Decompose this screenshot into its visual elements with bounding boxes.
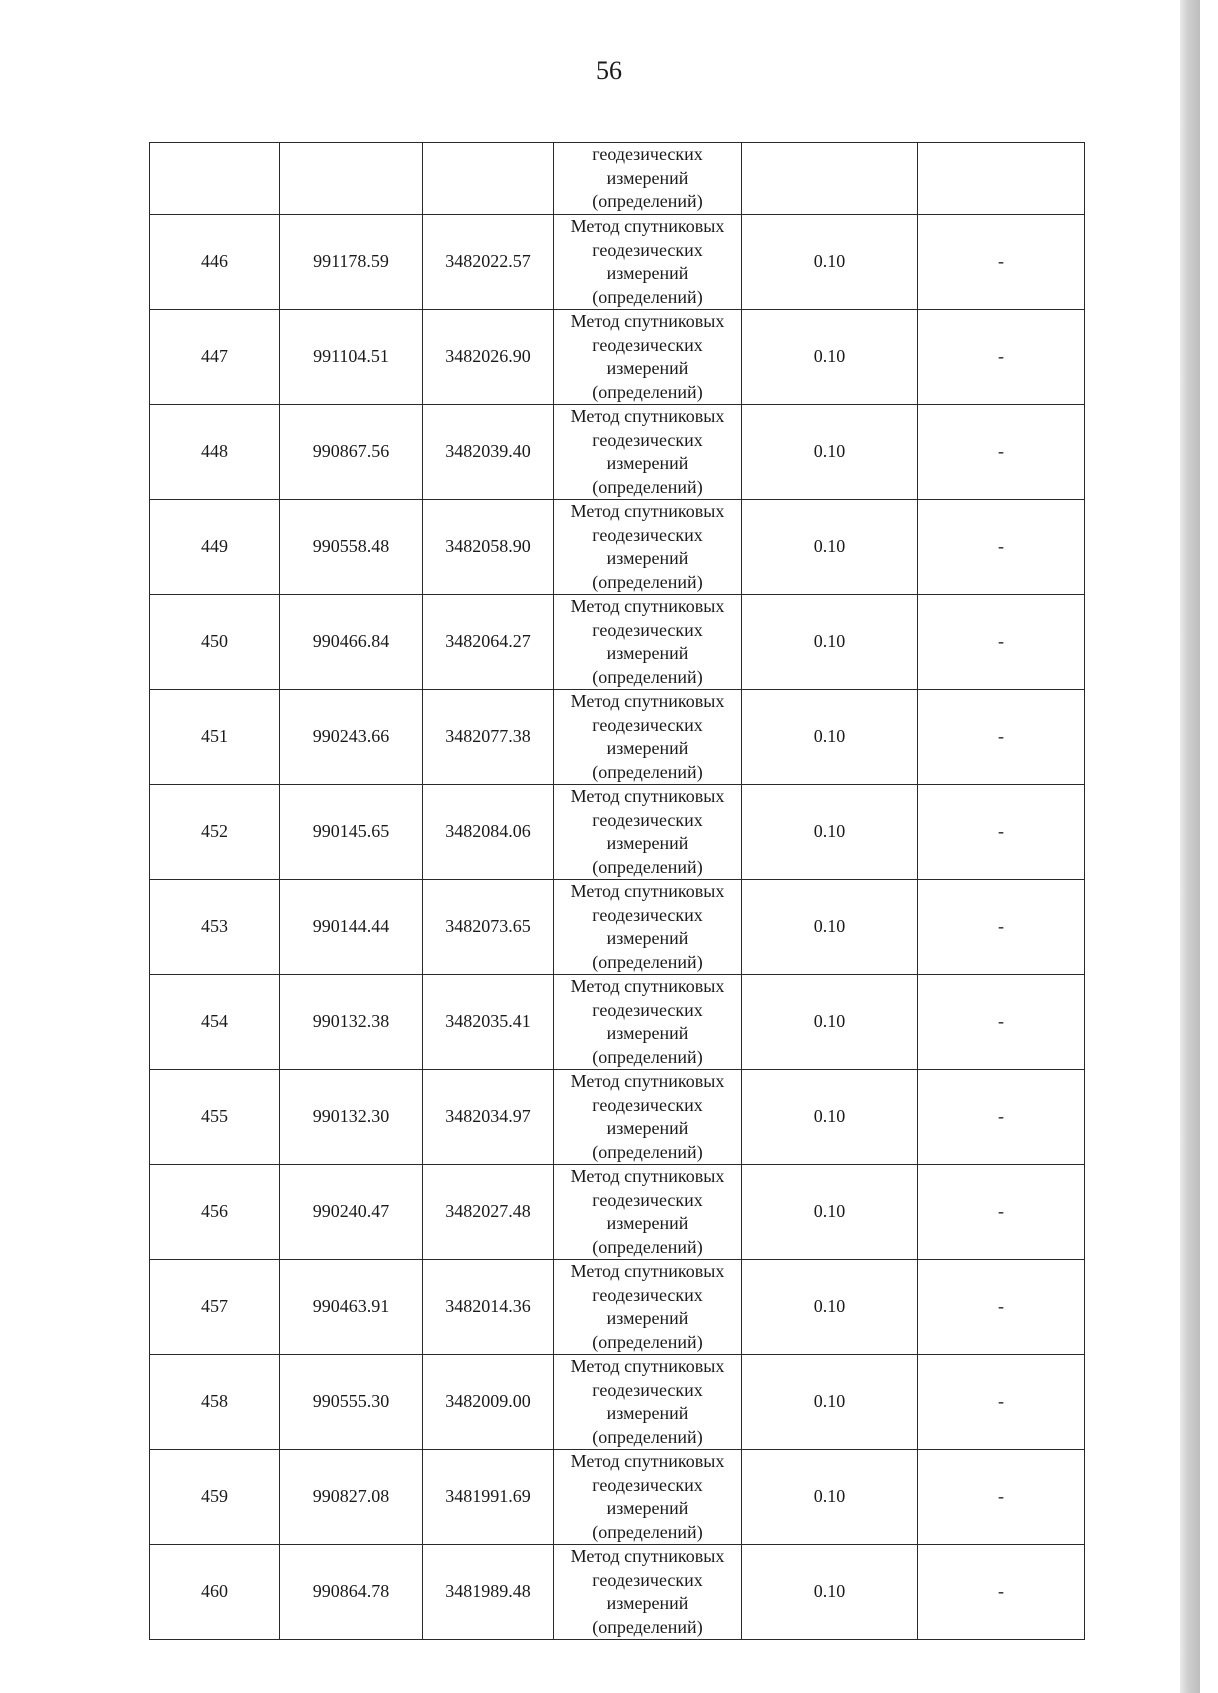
table-row	[150, 1070, 1085, 1165]
cell-note: -	[918, 1260, 1085, 1355]
cell-point-number: 446	[150, 215, 280, 310]
cell-y: 3482034.97	[423, 1070, 554, 1165]
method-line: геодезических	[592, 809, 703, 830]
table-row	[150, 1355, 1085, 1450]
cell-method	[554, 1165, 742, 1260]
cell-x: 990864.78	[280, 1545, 423, 1640]
cell-note: -	[918, 1070, 1085, 1165]
method-line: измерений	[606, 1403, 689, 1423]
cell-point-number: 459	[150, 1450, 280, 1545]
cell-x: 990132.38	[280, 975, 423, 1070]
cell-point-number: 456	[150, 1165, 280, 1260]
cell-point-number: 449	[150, 500, 280, 595]
method-line: геодезических	[592, 1379, 703, 1400]
method-line: (определений)	[592, 761, 703, 782]
coordinates-table-body	[150, 143, 1085, 1640]
table-row	[150, 690, 1085, 785]
cell-accuracy: 0.10	[742, 880, 918, 975]
cell-y: 3482035.41	[423, 975, 554, 1070]
method-line: Метод спутниковых	[570, 976, 725, 996]
cell-x: 991178.59	[280, 215, 423, 310]
cell-accuracy: 0.10	[742, 785, 918, 880]
method-line: Метод спутниковых	[570, 1451, 725, 1471]
method-line: геодезических	[592, 524, 703, 545]
cell-note: -	[918, 405, 1085, 500]
method-line: измерений	[606, 833, 689, 853]
cell-point-number: 457	[150, 1260, 280, 1355]
cell-point-number: 458	[150, 1355, 280, 1450]
method-line: (определений)	[592, 666, 703, 687]
method-line: (определений)	[592, 191, 703, 212]
cell-method	[554, 785, 742, 880]
method-line: измерений	[606, 453, 689, 473]
cell-method	[554, 215, 742, 310]
cell-note: -	[918, 500, 1085, 595]
cell-point-number: 460	[150, 1545, 280, 1640]
method-line: геодезических	[592, 1474, 703, 1495]
cell-point-number: 453	[150, 880, 280, 975]
cell-x: 991104.51	[280, 310, 423, 405]
method-line: Метод спутниковых	[570, 406, 725, 426]
method-line: измерений	[606, 1498, 689, 1518]
table-row	[150, 310, 1085, 405]
table-row-continuation	[150, 143, 1085, 215]
cell-accuracy: 0.10	[742, 215, 918, 310]
cell-method	[554, 1355, 742, 1450]
cell-method	[554, 880, 742, 975]
cell-method	[554, 1070, 742, 1165]
method-line: геодезических	[592, 619, 703, 640]
method-line: Метод спутниковых	[570, 691, 725, 711]
table-row	[150, 1450, 1085, 1545]
cell-point-number: 451	[150, 690, 280, 785]
method-line: геодезических	[592, 144, 703, 165]
cell-y: 3482009.00	[423, 1355, 554, 1450]
cell-accuracy: 0.10	[742, 690, 918, 785]
table-row	[150, 785, 1085, 880]
cell-accuracy: 0.10	[742, 1260, 918, 1355]
table-row	[150, 1545, 1085, 1640]
method-line: измерений	[606, 1023, 689, 1043]
cell-note	[918, 143, 1085, 215]
cell-x: 990132.30	[280, 1070, 423, 1165]
cell-method	[554, 1450, 742, 1545]
method-line: Метод спутниковых	[570, 1356, 725, 1376]
coordinates-table	[149, 142, 1085, 1640]
cell-note: -	[918, 690, 1085, 785]
method-line: (определений)	[592, 381, 703, 402]
method-line: геодезических	[592, 429, 703, 450]
cell-x: 990466.84	[280, 595, 423, 690]
cell-note: -	[918, 1545, 1085, 1640]
cell-y: 3482084.06	[423, 785, 554, 880]
cell-y: 3482073.65	[423, 880, 554, 975]
method-line: Метод спутниковых	[570, 881, 725, 901]
cell-accuracy: 0.10	[742, 975, 918, 1070]
cell-note: -	[918, 595, 1085, 690]
method-line: Метод спутниковых	[570, 596, 725, 616]
cell-x: 990867.56	[280, 405, 423, 500]
method-line: (определений)	[592, 1331, 703, 1352]
cell-x: 990243.66	[280, 690, 423, 785]
method-line: геодезических	[592, 904, 703, 925]
cell-method	[554, 1260, 742, 1355]
coordinates-table-container	[149, 142, 1084, 1637]
cell-accuracy: 0.10	[742, 1070, 918, 1165]
cell-accuracy: 0.10	[742, 310, 918, 405]
cell-accuracy: 0.10	[742, 500, 918, 595]
cell-accuracy: 0.10	[742, 1165, 918, 1260]
cell-x: 990145.65	[280, 785, 423, 880]
cell-y: 3482027.48	[423, 1165, 554, 1260]
method-line: Метод спутниковых	[570, 1546, 725, 1566]
cell-x: 990558.48	[280, 500, 423, 595]
cell-y: 3482077.38	[423, 690, 554, 785]
cell-accuracy: 0.10	[742, 1545, 918, 1640]
cell-point-number	[150, 143, 280, 215]
method-line: геодезических	[592, 1094, 703, 1115]
table-row	[150, 215, 1085, 310]
cell-x: 990463.91	[280, 1260, 423, 1355]
table-row	[150, 1165, 1085, 1260]
method-line: измерений	[606, 1118, 689, 1138]
table-row	[150, 975, 1085, 1070]
cell-method	[554, 690, 742, 785]
method-line: измерений	[606, 358, 689, 378]
cell-x	[280, 143, 423, 215]
method-line: Метод спутниковых	[570, 216, 725, 236]
method-line: Метод спутниковых	[570, 786, 725, 806]
cell-point-number: 455	[150, 1070, 280, 1165]
cell-accuracy: 0.10	[742, 405, 918, 500]
method-line: (определений)	[592, 951, 703, 972]
cell-note: -	[918, 215, 1085, 310]
method-line: Метод спутниковых	[570, 1071, 725, 1091]
method-line: (определений)	[592, 476, 703, 497]
cell-point-number: 450	[150, 595, 280, 690]
cell-x: 990555.30	[280, 1355, 423, 1450]
method-line: Метод спутниковых	[570, 311, 725, 331]
cell-method	[554, 500, 742, 595]
cell-accuracy: 0.10	[742, 595, 918, 690]
method-line: измерений	[606, 167, 689, 188]
cell-x: 990240.47	[280, 1165, 423, 1260]
table-row	[150, 1260, 1085, 1355]
method-line: геодезических	[592, 239, 703, 260]
method-line: Метод спутниковых	[570, 501, 725, 521]
method-line: геодезических	[592, 1569, 703, 1590]
method-line: измерений	[606, 548, 689, 568]
cell-x: 990827.08	[280, 1450, 423, 1545]
cell-method	[554, 405, 742, 500]
method-line: измерений	[606, 1308, 689, 1328]
method-line: измерений	[606, 738, 689, 758]
cell-method	[554, 1545, 742, 1640]
method-line: (определений)	[592, 1046, 703, 1067]
cell-y: 3482026.90	[423, 310, 554, 405]
cell-note: -	[918, 880, 1085, 975]
cell-note: -	[918, 310, 1085, 405]
cell-accuracy	[742, 143, 918, 215]
table-row	[150, 500, 1085, 595]
cell-y: 3481989.48	[423, 1545, 554, 1640]
cell-method	[554, 310, 742, 405]
cell-method	[554, 595, 742, 690]
table-row	[150, 405, 1085, 500]
cell-y: 3482039.40	[423, 405, 554, 500]
cell-note: -	[918, 1450, 1085, 1545]
method-line: (определений)	[592, 1521, 703, 1542]
method-line: (определений)	[592, 1616, 703, 1637]
method-line: геодезических	[592, 334, 703, 355]
method-line: (определений)	[592, 856, 703, 877]
method-line: измерений	[606, 643, 689, 663]
method-line: геодезических	[592, 1284, 703, 1305]
cell-y: 3482022.57	[423, 215, 554, 310]
cell-note: -	[918, 975, 1085, 1070]
cell-point-number: 447	[150, 310, 280, 405]
method-line: измерений	[606, 1593, 689, 1613]
method-line: геодезических	[592, 714, 703, 735]
cell-point-number: 454	[150, 975, 280, 1070]
method-line: измерений	[606, 263, 689, 283]
method-line: (определений)	[592, 1236, 703, 1257]
cell-accuracy: 0.10	[742, 1355, 918, 1450]
scan-page-edge	[1180, 0, 1200, 1693]
cell-point-number: 448	[150, 405, 280, 500]
method-line: геодезических	[592, 1189, 703, 1210]
cell-y: 3482064.27	[423, 595, 554, 690]
cell-note: -	[918, 785, 1085, 880]
cell-note: -	[918, 1355, 1085, 1450]
method-line: Метод спутниковых	[570, 1261, 725, 1281]
cell-point-number: 452	[150, 785, 280, 880]
cell-y: 3482014.36	[423, 1260, 554, 1355]
cell-method	[554, 143, 742, 215]
cell-y: 3481991.69	[423, 1450, 554, 1545]
method-line: измерений	[606, 1213, 689, 1233]
page-number: 56	[596, 56, 622, 85]
cell-method	[554, 975, 742, 1070]
table-row	[150, 880, 1085, 975]
method-line: (определений)	[592, 1426, 703, 1447]
method-line: измерений	[606, 928, 689, 948]
method-line: Метод спутниковых	[570, 1166, 725, 1186]
method-line: (определений)	[592, 286, 703, 307]
cell-accuracy: 0.10	[742, 1450, 918, 1545]
method-line: (определений)	[592, 571, 703, 592]
cell-y: 3482058.90	[423, 500, 554, 595]
table-row	[150, 595, 1085, 690]
cell-y	[423, 143, 554, 215]
cell-note: -	[918, 1165, 1085, 1260]
cell-x: 990144.44	[280, 880, 423, 975]
method-line: (определений)	[592, 1141, 703, 1162]
method-line: геодезических	[592, 999, 703, 1020]
